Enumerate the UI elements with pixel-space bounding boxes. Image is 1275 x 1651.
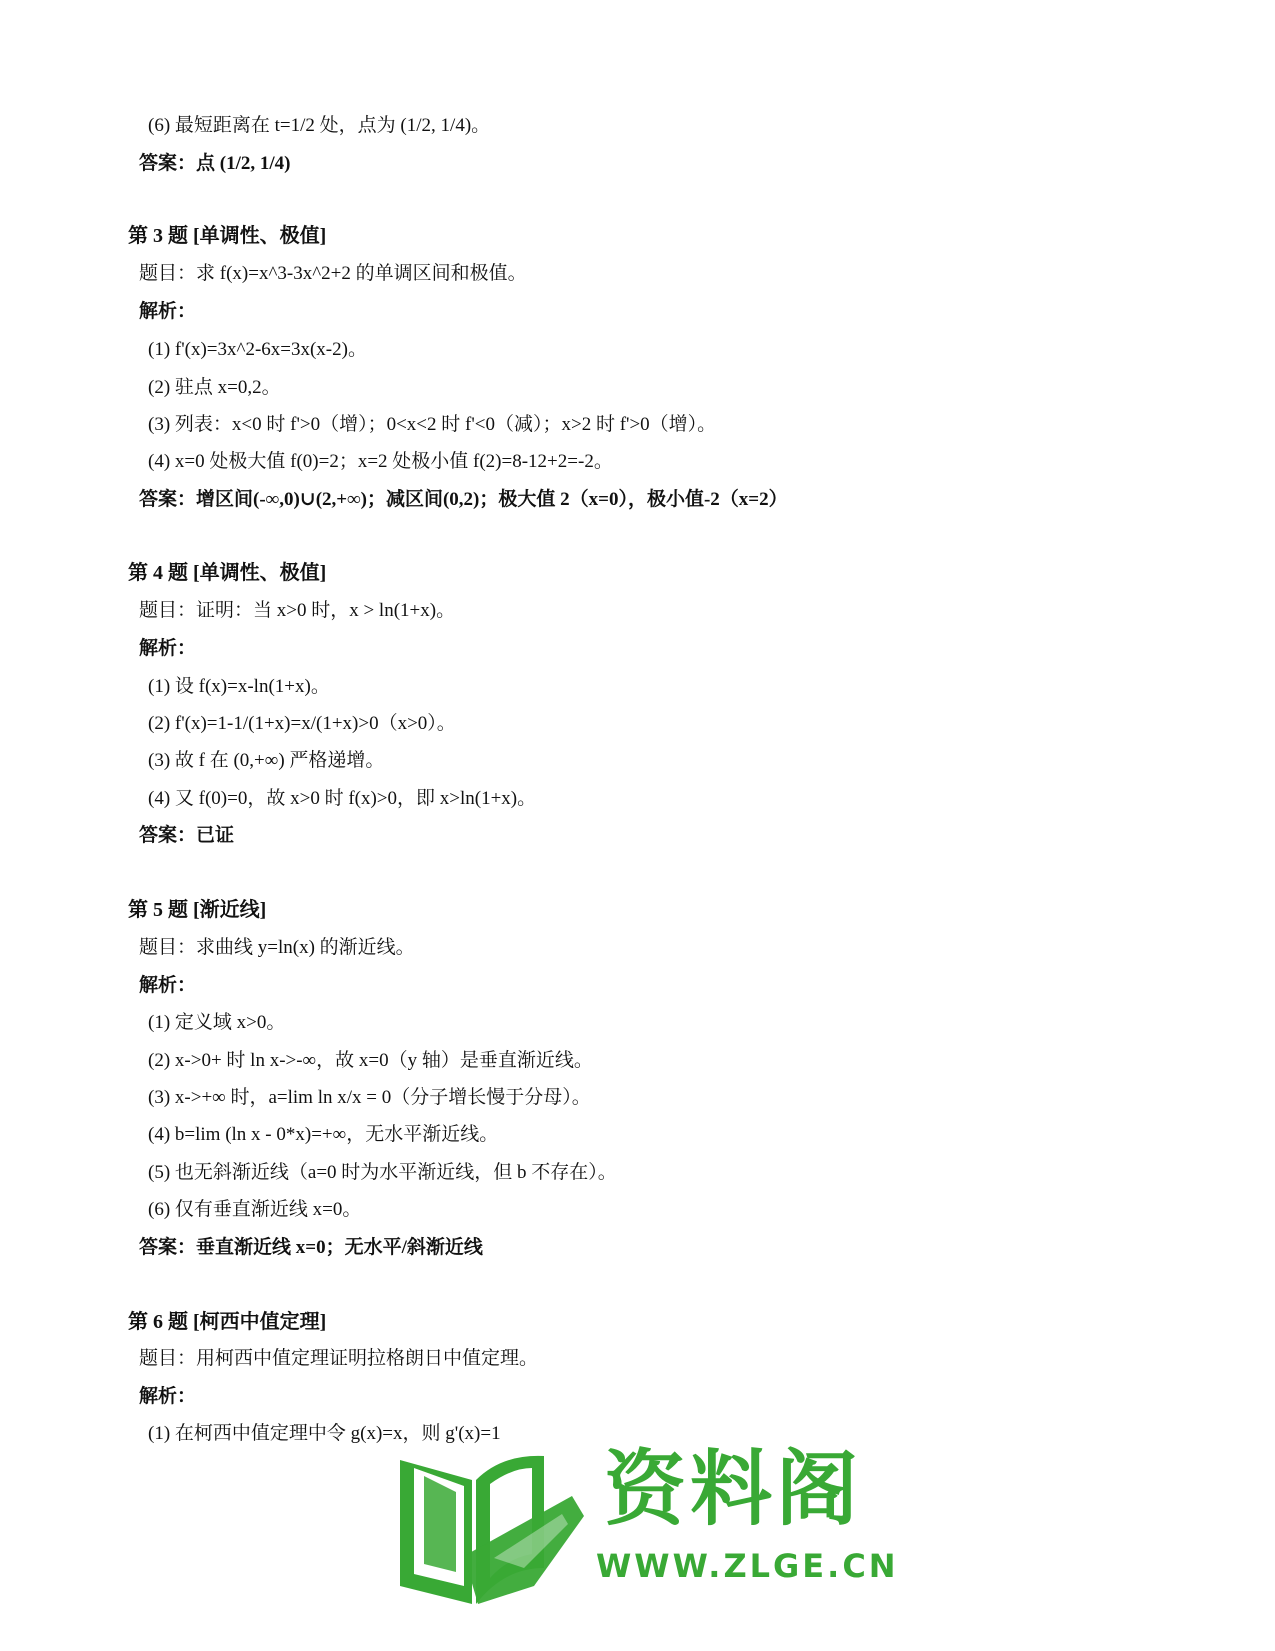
q4-heading: 第 4 题 [单调性、极值] [128, 562, 327, 584]
q4-analysis-label: 解析： [139, 638, 197, 659]
q6-analysis-label: 解析： [139, 1386, 197, 1407]
q5-step-6: (6) 仅有垂直渐近线 x=0。 [148, 1199, 362, 1220]
q6-prompt: 题目：用柯西中值定理证明拉格朗日中值定理。 [139, 1348, 539, 1369]
q3-prompt: 题目：求 f(x)=x^3-3x^2+2 的单调区间和极值。 [139, 263, 527, 284]
q3-step-3: (3) 列表：x<0 时 f'>0（增）；0<x<2 时 f'<0（减）；x>2 时 f'>0（增）。 [148, 414, 717, 435]
q2-answer: 答案：点 (1/2, 1/4) [139, 153, 291, 174]
book-icon [394, 1436, 594, 1606]
q3-heading: 第 3 题 [单调性、极值] [128, 225, 327, 247]
watermark-logo [394, 1436, 899, 1606]
q5-step-5: (5) 也无斜渐近线（a=0 时为水平渐近线，但 b 不存在）。 [148, 1162, 617, 1183]
watermark-url: WWW.ZLGE.CN [596, 1547, 899, 1585]
q4-step-2: (2) f'(x)=1-1/(1+x)=x/(1+x)>0（x>0）。 [148, 713, 456, 734]
q5-analysis-label: 解析： [139, 975, 197, 996]
q3-step-2: (2) 驻点 x=0,2。 [148, 377, 281, 398]
q5-step-1: (1) 定义域 x>0。 [148, 1012, 286, 1033]
q3-answer: 答案：增区间(-∞,0)∪(2,+∞)；减区间(0,2)；极大值 2（x=0），极小值-2（x=2） [139, 489, 788, 510]
q3-step-1: (1) f'(x)=3x^2-6x=3x(x-2)。 [148, 339, 367, 360]
q2-step-6: (6) 最短距离在 t=1/2 处，点为 (1/2, 1/4)。 [148, 115, 491, 136]
q6-step-1: (1) 在柯西中值定理中令 g(x)=x，则 g'(x)=1 [148, 1423, 501, 1444]
q3-step-4: (4) x=0 处极大值 f(0)=2；x=2 处极小值 f(2)=8-12+2=-2。 [148, 451, 613, 472]
q5-prompt: 题目：求曲线 y=ln(x) 的渐近线。 [139, 937, 415, 958]
q4-step-4: (4) 又 f(0)=0，故 x>0 时 f(x)>0，即 x>ln(1+x)。 [148, 788, 537, 809]
q4-answer: 答案：已证 [139, 825, 235, 846]
watermark-name: 资料阁 [604, 1442, 863, 1537]
q5-step-4: (4) b=lim (ln x - 0*x)=+∞，无水平渐近线。 [148, 1124, 499, 1145]
q4-step-1: (1) 设 f(x)=x-ln(1+x)。 [148, 676, 330, 697]
q4-prompt: 题目：证明：当 x>0 时，x > ln(1+x)。 [139, 600, 456, 621]
q5-step-3: (3) x->+∞ 时，a=lim ln x/x = 0（分子增长慢于分母）。 [148, 1087, 591, 1108]
q6-heading: 第 6 题 [柯西中值定理] [128, 1311, 327, 1333]
q5-answer: 答案：垂直渐近线 x=0；无水平/斜渐近线 [139, 1237, 483, 1258]
q3-analysis-label: 解析： [139, 301, 197, 322]
q5-step-2: (2) x->0+ 时 ln x->-∞，故 x=0（y 轴）是垂直渐近线。 [148, 1050, 593, 1071]
q5-heading: 第 5 题 [渐近线] [128, 899, 267, 921]
q4-step-3: (3) 故 f 在 (0,+∞) 严格递增。 [148, 750, 385, 771]
